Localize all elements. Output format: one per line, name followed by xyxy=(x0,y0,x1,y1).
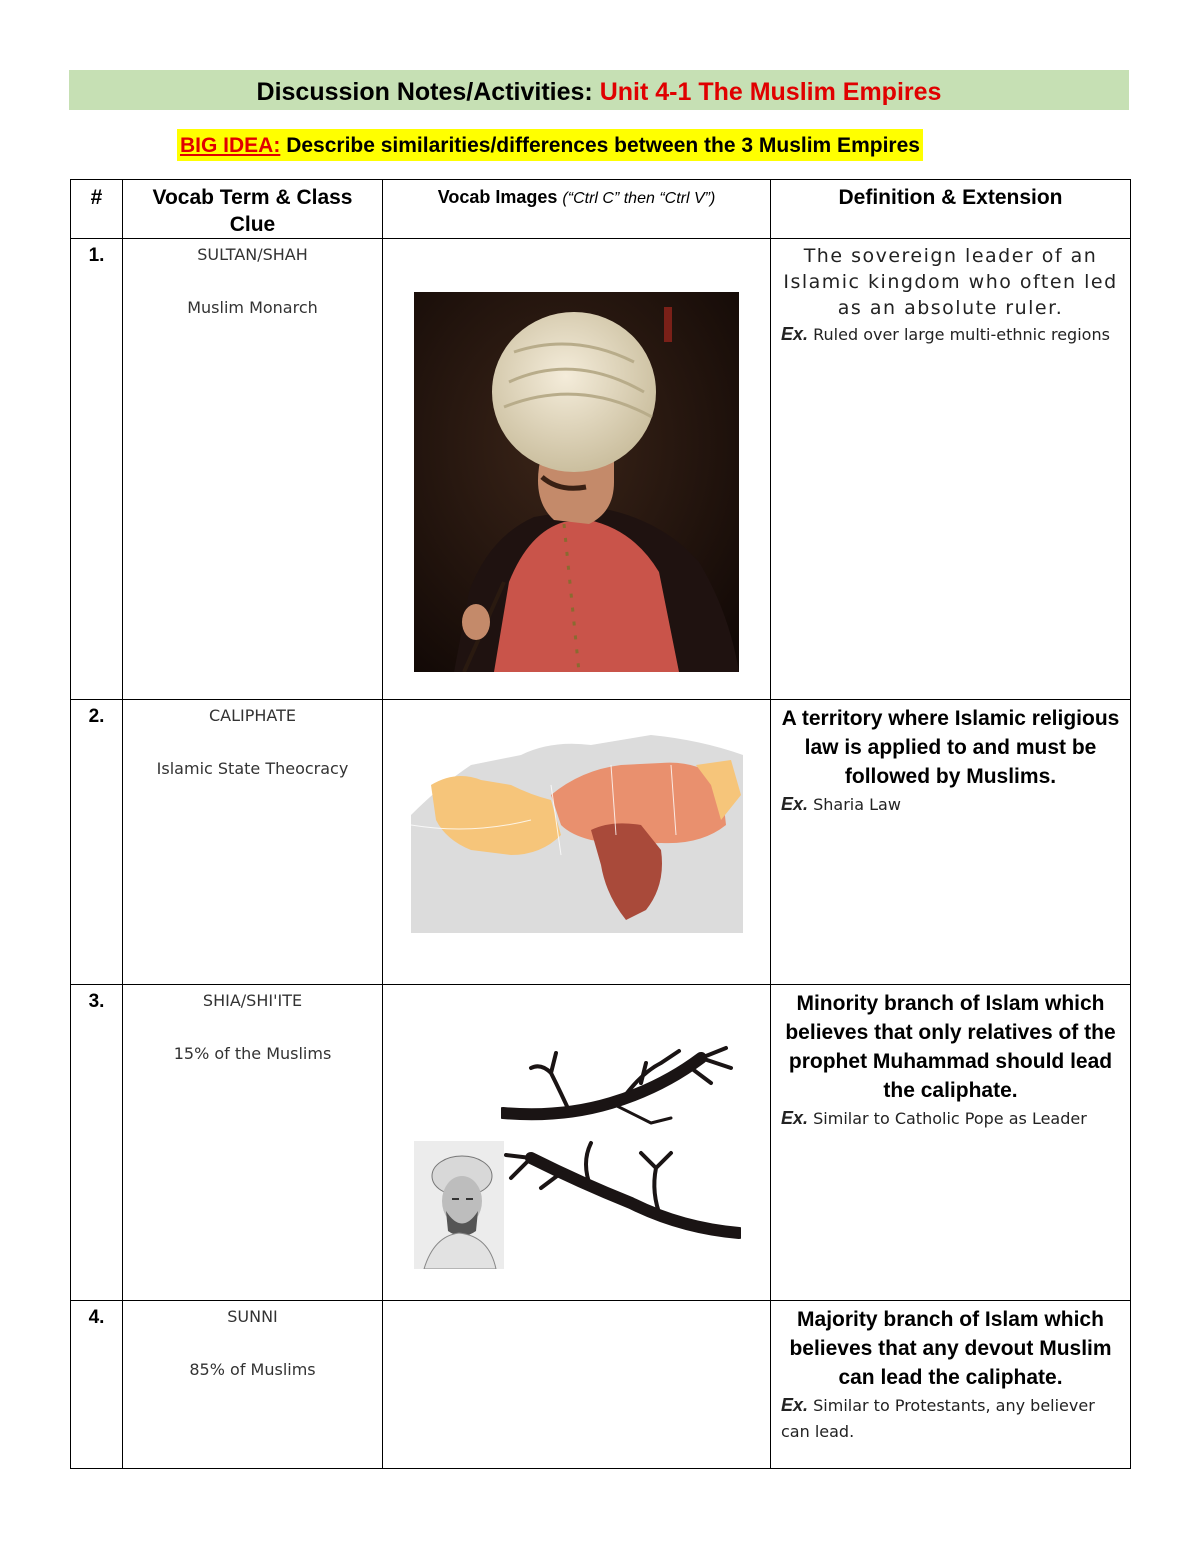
term-name: SULTAN/SHAH xyxy=(197,245,308,264)
term-cell xyxy=(123,1301,383,1469)
term-name: SUNNI xyxy=(227,1307,278,1326)
image-cell xyxy=(383,1301,771,1469)
definition-cell xyxy=(771,700,1131,985)
term-clue: Muslim Monarch xyxy=(187,298,318,317)
ex-label: Ex. xyxy=(781,324,809,344)
image-cell xyxy=(383,700,771,985)
shia-portrait-image xyxy=(414,1141,504,1269)
ex-label: Ex. xyxy=(781,1108,809,1128)
definition-cell xyxy=(771,985,1131,1301)
image-cell xyxy=(383,239,771,700)
term-name: CALIPHATE xyxy=(208,706,296,725)
big-idea xyxy=(177,129,923,161)
ex-text: Ruled over large multi-ethnic regions xyxy=(813,325,1110,344)
ex-label: Ex. xyxy=(781,1395,809,1415)
sultan-portrait-image xyxy=(414,292,739,672)
definition-text: Minority branch of Islam which believes that only relatives of the prophet Muhammad should lead the caliphate. xyxy=(785,992,1116,1102)
ex-text: Similar to Protestants, any believer can lead. xyxy=(781,1396,1095,1441)
term-clue: 15% of the Muslims xyxy=(173,1044,332,1063)
extension-text xyxy=(781,791,1120,818)
table-header-row xyxy=(71,180,1131,239)
ex-label: Ex. xyxy=(781,794,809,814)
extension-text xyxy=(781,321,1120,348)
row-number: 1. xyxy=(71,239,123,700)
term-clue: 85% of Muslims xyxy=(189,1360,316,1379)
page-title xyxy=(69,70,1129,110)
extension-text xyxy=(781,1392,1120,1445)
big-idea-text: Describe similarities/differences between the 3 Muslim Empires xyxy=(286,134,920,157)
vocab-table xyxy=(70,179,1131,1469)
row-number: 3. xyxy=(71,985,123,1301)
term-cell xyxy=(123,700,383,985)
term-cell xyxy=(123,239,383,700)
title-prefix: Discussion Notes/Activities: xyxy=(256,78,593,106)
title-unit: Unit 4-1 The Muslim Empires xyxy=(599,78,942,106)
table-row xyxy=(71,239,1131,700)
definition-cell xyxy=(771,1301,1131,1469)
big-idea-label: BIG IDEA: xyxy=(180,134,281,157)
row-number: 2. xyxy=(71,700,123,985)
branch-image xyxy=(501,1043,741,1243)
definition-cell xyxy=(771,239,1131,700)
header-num: # xyxy=(71,180,123,239)
definition-text: A territory where Islamic religious law is applied to and must be followed by Muslims. xyxy=(781,707,1120,788)
term-cell xyxy=(123,985,383,1301)
header-images-hint: (“Ctrl C” then “Ctrl V”) xyxy=(562,190,716,207)
caliphate-map-image xyxy=(411,725,743,933)
term-name: SHIA/SHI'ITE xyxy=(202,991,303,1010)
definition-text: The sovereign leader of an Islamic kingdom who often led as an absolute ruler. xyxy=(783,245,1118,319)
table-row xyxy=(71,700,1131,985)
header-term: Vocab Term & Class Clue xyxy=(123,180,383,239)
table-row xyxy=(71,985,1131,1301)
header-images-label: Vocab Images xyxy=(437,187,558,207)
ex-text: Sharia Law xyxy=(813,795,901,814)
extension-text xyxy=(781,1105,1120,1132)
ex-text: Similar to Catholic Pope as Leader xyxy=(813,1109,1087,1128)
term-clue: Islamic State Theocracy xyxy=(156,759,349,778)
header-images xyxy=(383,180,771,239)
table-row xyxy=(71,1301,1131,1469)
row-number: 4. xyxy=(71,1301,123,1469)
header-definition: Definition & Extension xyxy=(771,180,1131,239)
image-cell xyxy=(383,985,771,1301)
definition-text: Majority branch of Islam which believes that any devout Muslim can lead the caliphate. xyxy=(789,1308,1112,1389)
